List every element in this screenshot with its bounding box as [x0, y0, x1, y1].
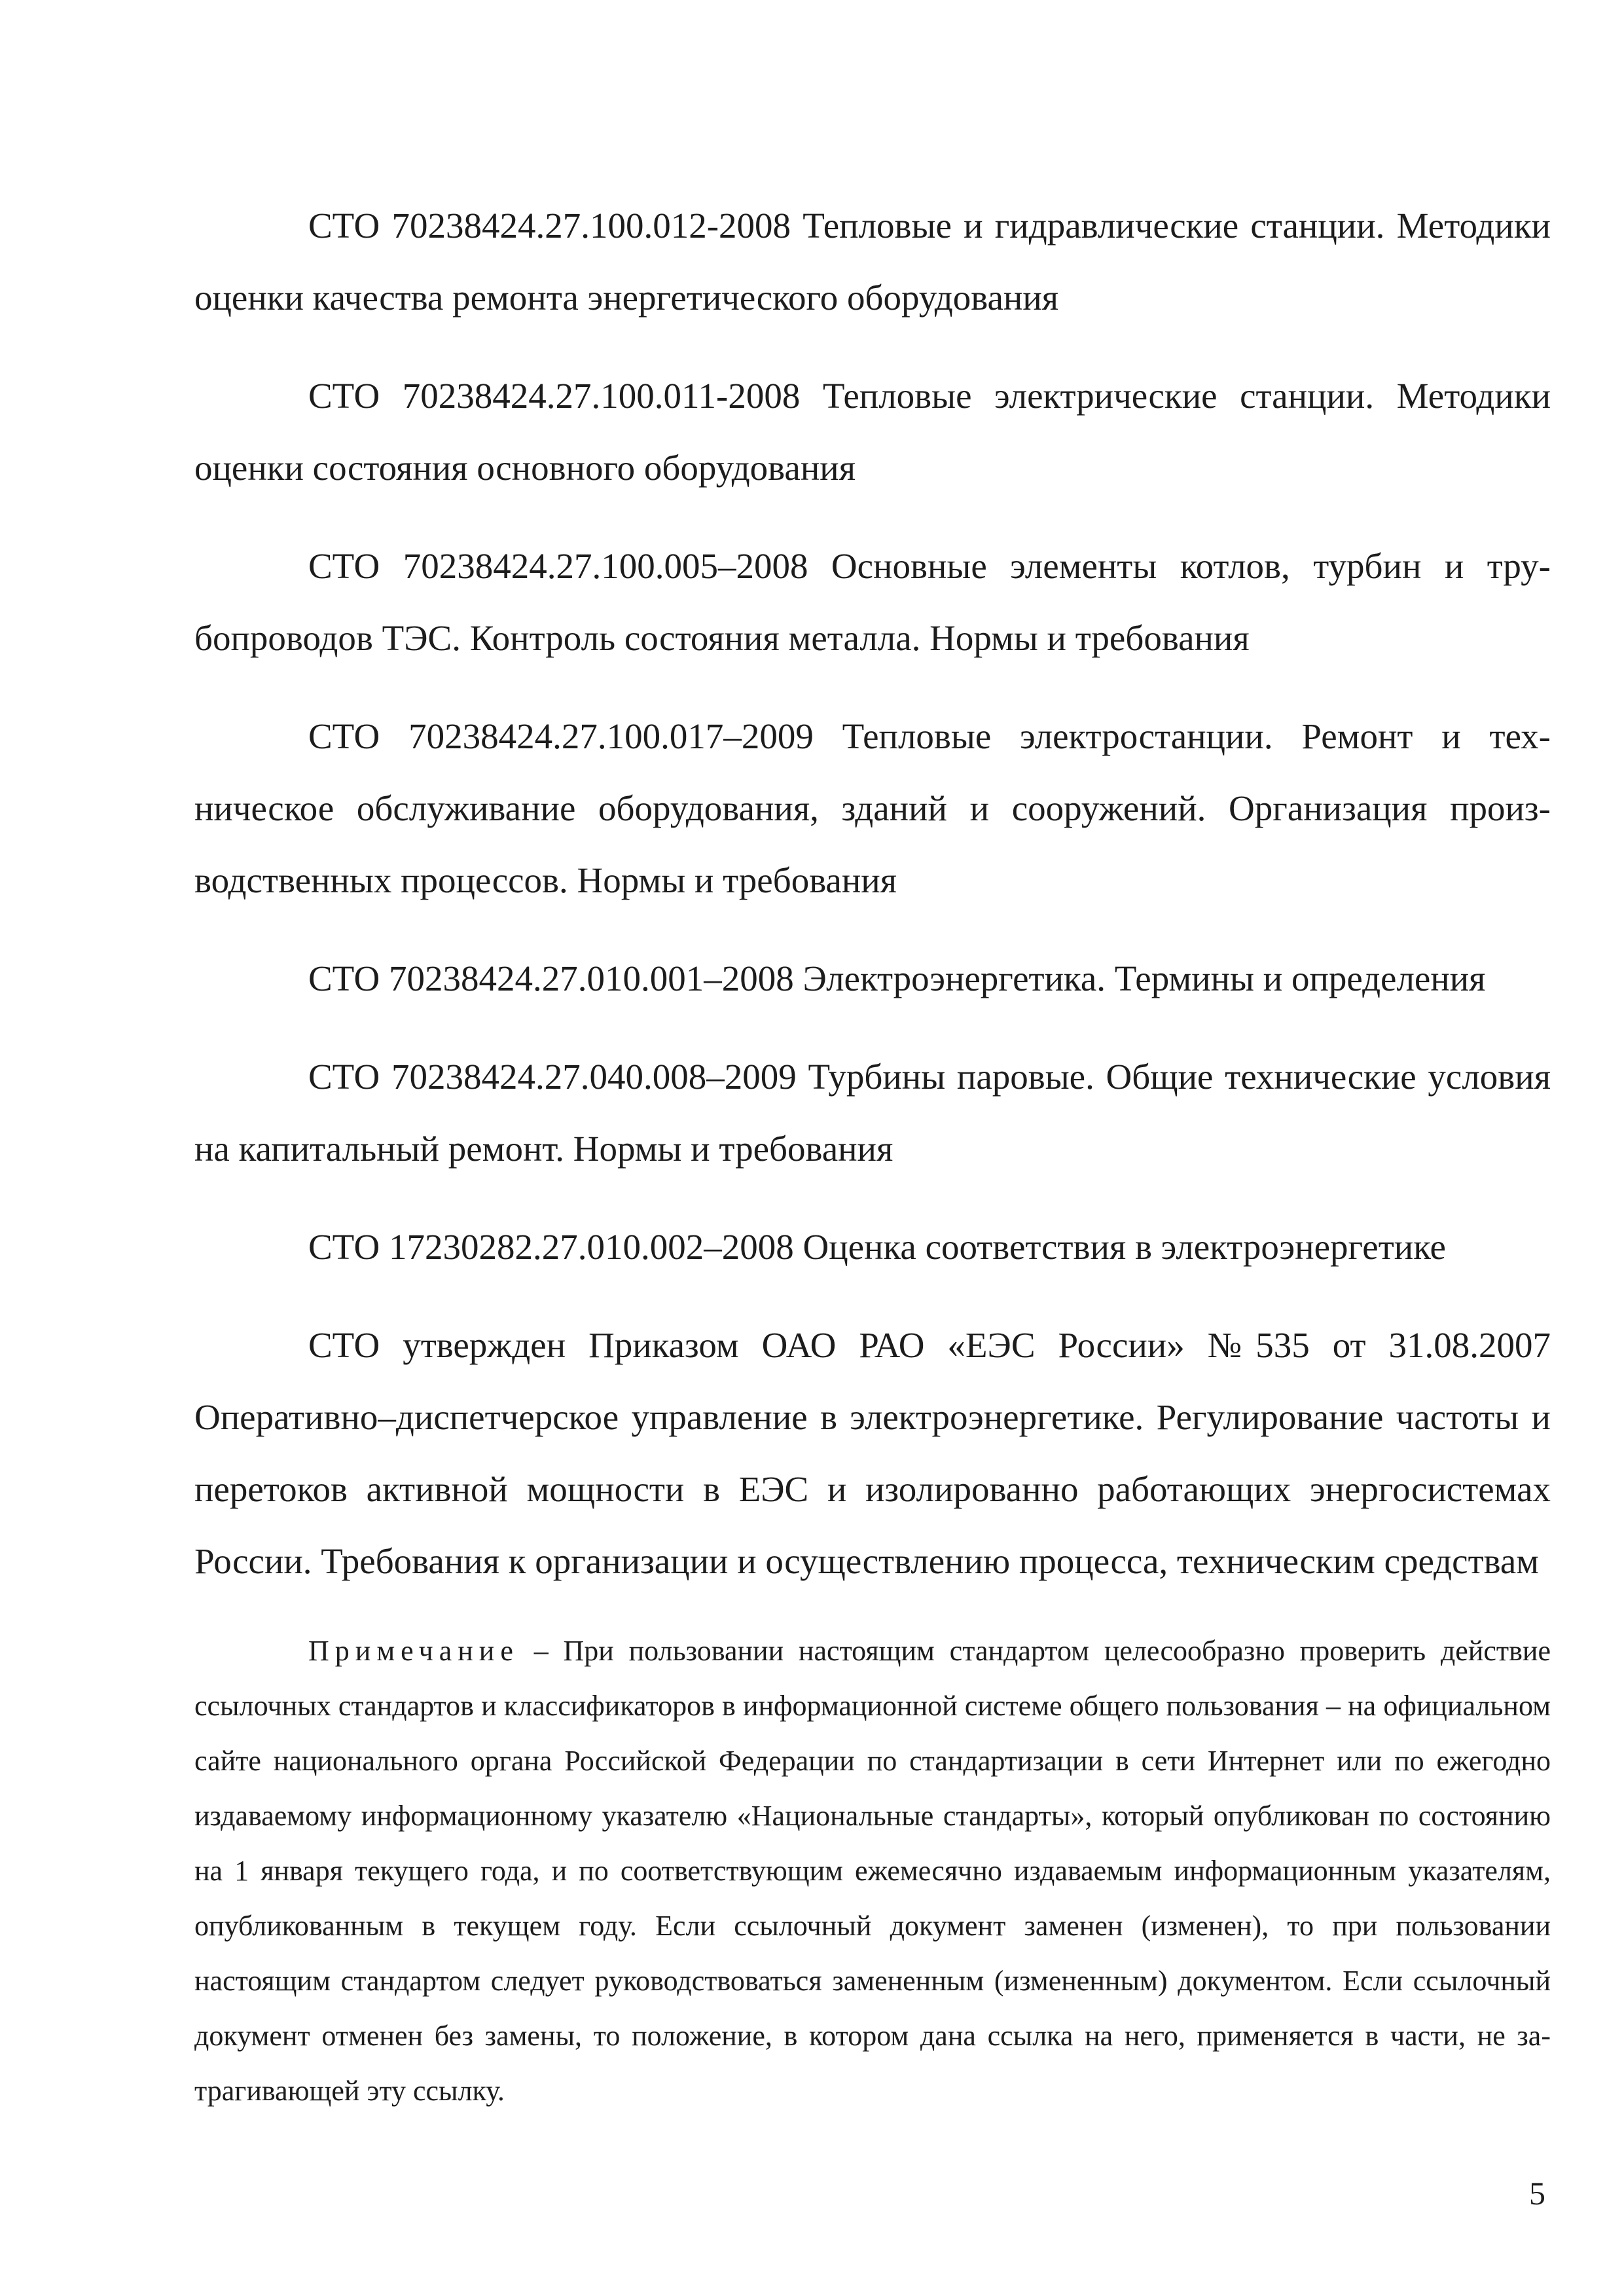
reference-item: СТО 70238424.27.100.012-2008 Тепловые и гидравлические станции. Методики оценки качества ремонта энергетического оборудования: [194, 206, 1551, 318]
note-text: – При пользовании настоящим стандартом целесообразно проверить действие ссылочных стандартов и классификаторов в информационной системе общего пользования – на официальном сайте национального органа Российской Федерации по стандартизации в сети Интернет или по ежегодно издаваемому информационному указателю «Национальные стандарты», который опубликован по состоянию на 1 января текущего года, и по соответствующим ежемесячно издаваемым информационным указателям, опубликованным в текущем году. Если ссылочный документ заменен (изменен), то при пользовании настоящим стандартом следует руководствоваться замененным (измененным) документом. Если ссылочный документ отменен без замены, то положение, в котором дана ссылка на него, применяется в части, не затрагивающей эту ссылку.: [194, 1635, 1551, 2107]
note-paragraph: [194, 1624, 1551, 2119]
reference-item: СТО 70238424.27.100.005–2008 Основные элементы котлов, турбин и трубопроводов ТЭС. Контроль состояния металла. Нормы и требования: [194, 546, 1551, 658]
reference-item: СТО утвержден Приказом ОАО РАО «ЕЭС России» №535 от 31.08.2007 Оперативно–диспетчерское управление в электроэнергетике. Регулирование частоты и перетоков активной мощности в ЕЭС и изолированно работающих энергосистемах России. Требования к организации и осуществлению процесса, техническим средствам: [194, 1325, 1551, 1581]
note-label: Примечание: [308, 1635, 519, 1667]
references-section: [194, 190, 1551, 2119]
reference-item: СТО 70238424.27.040.008–2009 Турбины паровые. Общие технические условия на капитальный ремонт. Нормы и требования: [194, 1057, 1551, 1169]
reference-item: СТО 70238424.27.010.001–2008 Электроэнергетика. Термины и определения: [308, 958, 1486, 998]
reference-item: СТО 70238424.27.100.011-2008 Тепловые электрические станции. Методики оценки состояния основного оборудования: [194, 376, 1551, 488]
page-number: 5: [1529, 2175, 1545, 2212]
reference-item: СТО 17230282.27.010.002–2008 Оценка соответствия в электроэнергетике: [308, 1227, 1446, 1267]
reference-item: СТО 70238424.27.100.017–2009 Тепловые электростанции. Ремонт и техническое обслуживание оборудования, зданий и сооружений. Организация производственных процессов. Нормы и требования: [194, 716, 1551, 900]
